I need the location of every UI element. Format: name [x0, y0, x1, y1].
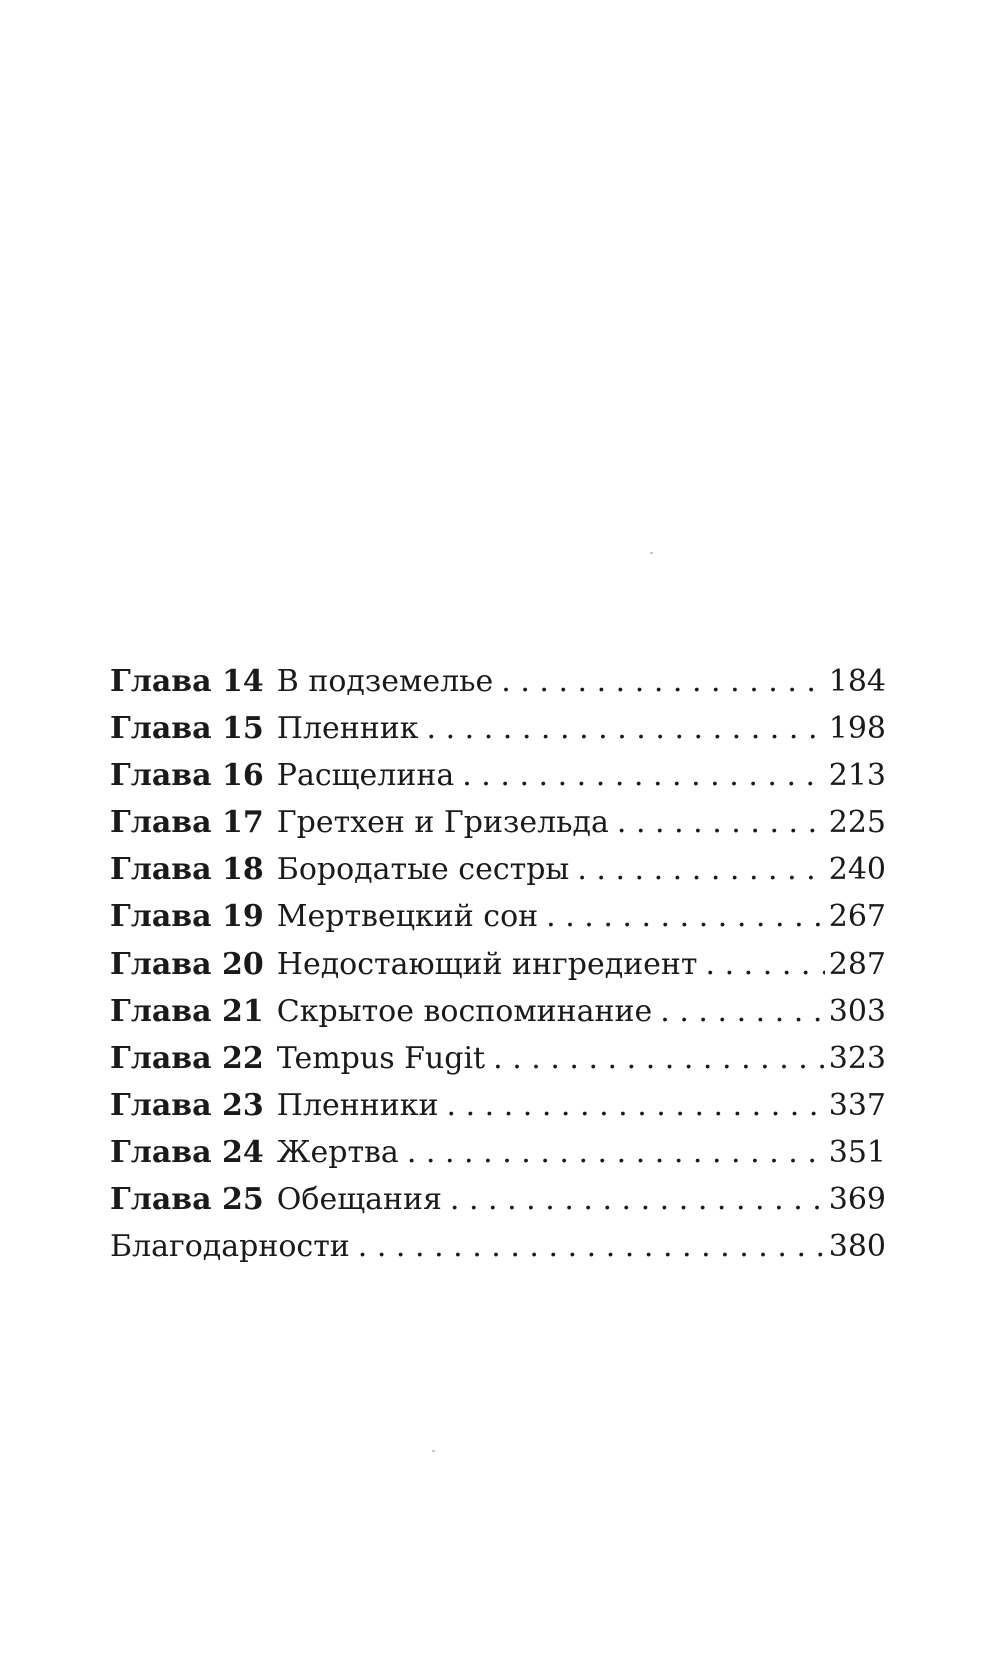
- chapter-title: Tempus Fugit: [276, 1040, 486, 1076]
- chapter-title: Пленник: [276, 711, 419, 747]
- dot-leader: [358, 1223, 825, 1270]
- paper-speck: [432, 1450, 435, 1452]
- toc-entry: [110, 658, 886, 705]
- chapter-title: Недостающий ингредиент: [276, 946, 698, 982]
- toc-entry: [110, 988, 886, 1035]
- chapter-label: Глава 24: [110, 1134, 264, 1170]
- dot-leader: [577, 846, 824, 893]
- toc-entry: [110, 705, 886, 752]
- page-number: 323: [828, 1040, 886, 1076]
- chapter-label: Глава 25: [110, 1182, 264, 1218]
- chapter-title: Расщелина: [276, 758, 455, 794]
- chapter-title: Мертвецкий сон: [276, 899, 539, 935]
- chapter-label: Глава 14: [110, 664, 264, 699]
- chapter-title: В подземелье: [276, 664, 494, 699]
- section-title: Благодарности: [110, 1229, 350, 1265]
- page-number: 198: [828, 711, 886, 747]
- chapter-title: Бородатые сестры: [276, 852, 570, 888]
- page-number: 380: [828, 1229, 886, 1265]
- dot-leader: [546, 893, 825, 940]
- chapter-label: Глава 17: [110, 805, 264, 841]
- toc-entry: [110, 1176, 886, 1223]
- paper-speck: [650, 552, 653, 554]
- page-number: 225: [828, 805, 886, 841]
- page-number: 267: [828, 899, 886, 935]
- toc-entry: [110, 799, 886, 846]
- chapter-label: Глава 23: [110, 1087, 264, 1123]
- toc-entry: [110, 893, 886, 940]
- dot-leader: [450, 1176, 825, 1223]
- page-number: 369: [828, 1182, 886, 1218]
- dot-leader: [660, 988, 824, 1035]
- chapter-label: Глава 22: [110, 1040, 264, 1076]
- dot-leader: [493, 1035, 825, 1082]
- chapter-label: Глава 16: [110, 758, 264, 794]
- dot-leader: [706, 941, 825, 988]
- chapter-title: Обещания: [276, 1182, 442, 1218]
- toc-entry: [110, 1035, 886, 1082]
- page-number: 303: [828, 993, 886, 1029]
- toc-entry-acknowledgements: [110, 1223, 886, 1270]
- toc-entry: [110, 1082, 886, 1129]
- toc-entry: [110, 941, 886, 988]
- chapter-title: Гретхен и Гризельда: [276, 805, 609, 841]
- page-number: 287: [828, 946, 886, 982]
- dot-leader: [447, 1082, 825, 1129]
- toc-entry: [110, 1129, 886, 1176]
- dot-leader: [462, 752, 825, 799]
- chapter-label: Глава 21: [110, 993, 264, 1029]
- dot-leader: [501, 658, 824, 705]
- chapter-title: Скрытое воспоминание: [276, 993, 653, 1029]
- chapter-label: Глава 15: [110, 711, 264, 747]
- page-number: 184: [828, 664, 886, 699]
- chapter-label: Глава 20: [110, 946, 264, 982]
- toc-entry: [110, 752, 886, 799]
- dot-leader: [427, 705, 825, 752]
- page-number: 213: [828, 758, 886, 794]
- dot-leader: [617, 799, 825, 846]
- page-number: 351: [828, 1134, 886, 1170]
- dot-leader: [407, 1129, 825, 1176]
- chapter-label: Глава 19: [110, 899, 264, 935]
- chapter-label: Глава 18: [110, 852, 264, 888]
- table-of-contents: [110, 658, 886, 1270]
- toc-entry: [110, 846, 886, 893]
- page-number: 337: [828, 1087, 886, 1123]
- chapter-title: Пленники: [276, 1087, 439, 1123]
- chapter-title: Жертва: [276, 1134, 399, 1170]
- page-number: 240: [828, 852, 886, 888]
